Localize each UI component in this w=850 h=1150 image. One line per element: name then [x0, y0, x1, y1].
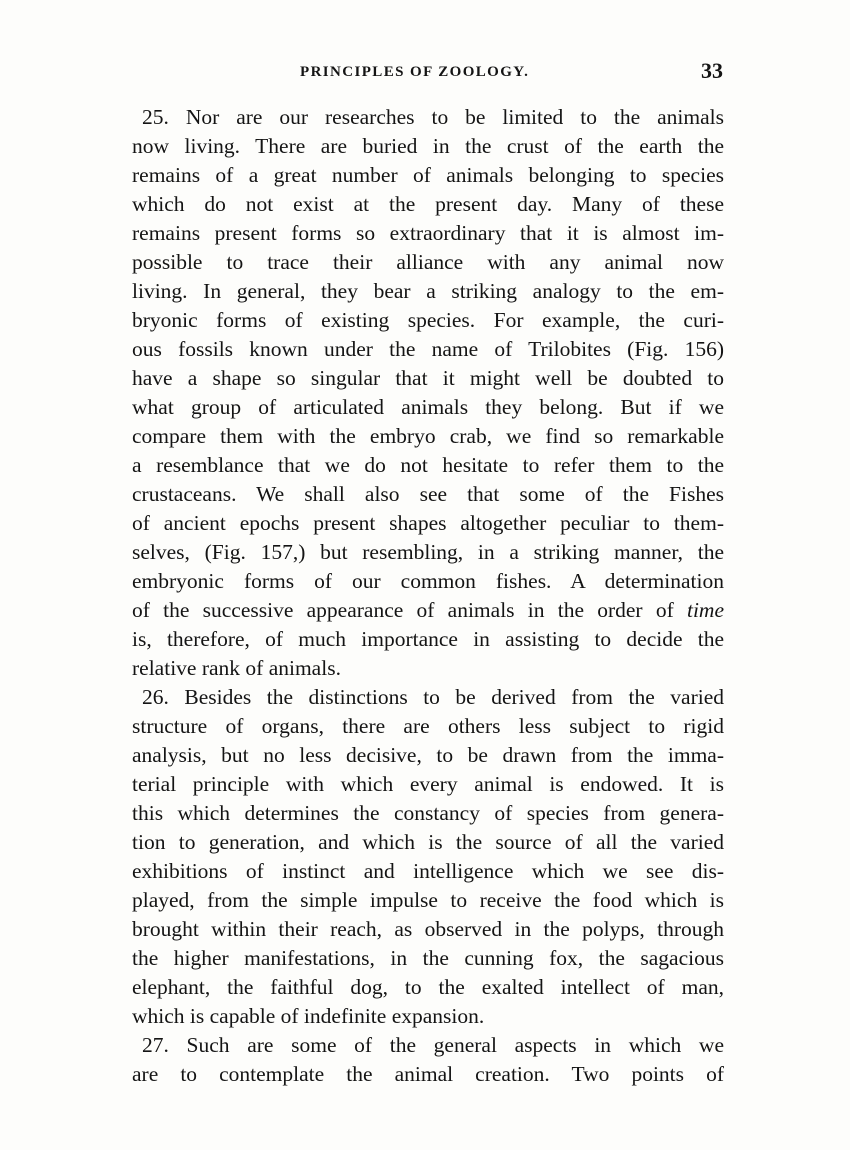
text-line: what group of articulated animals they belong. But if we [132, 395, 724, 419]
text-line: ous fossils known under the name of Trilobites (Fig. 156) [132, 337, 724, 361]
text-line: which is capable of indefinite expansion. [132, 1004, 485, 1028]
text-line: relative rank of animals. [132, 656, 341, 680]
running-title: PRINCIPLES OF ZOOLOGY. [300, 64, 530, 80]
text-line-part: of the successive appearance of animals in the order of [132, 598, 674, 622]
running-head [132, 58, 723, 92]
text-line: are to contemplate the animal creation. Two points of [132, 1062, 724, 1086]
text-line: of ancient epochs present shapes altogether peculiar to them- [132, 511, 724, 535]
text-line: terial principle with which every animal is endowed. It is [132, 772, 724, 796]
text-line: elephant, the faithful dog, to the exalted intellect of man, [132, 975, 724, 999]
page-number: 33 [701, 58, 723, 83]
text-line: selves, (Fig. 157,) but resembling, in a striking manner, the [132, 540, 724, 564]
text-line: the higher manifestations, in the cunning fox, the sagacious [132, 946, 724, 970]
text-line: 26. Besides the distinctions to be derived from the varied [142, 685, 724, 709]
text-line: structure of organs, there are others less subject to rigid [132, 714, 724, 738]
text-line: have a shape so singular that it might well be doubted to [132, 366, 724, 390]
text-line: embryonic forms of our common fishes. A determination [132, 569, 724, 593]
text-line: which do not exist at the present day. Many of these [132, 192, 724, 216]
body-text [132, 103, 724, 1089]
text-line: crustaceans. We shall also see that some of the Fishes [132, 482, 724, 506]
text-line: played, from the simple impulse to receive the food which is [132, 888, 724, 912]
text-line: brought within their reach, as observed in the polyps, through [132, 917, 724, 941]
text-line: possible to trace their alliance with any animal now [132, 250, 724, 274]
text-line: bryonic forms of existing species. For example, the curi- [132, 308, 724, 332]
text-line: 27. Such are some of the general aspects in which we [142, 1033, 724, 1057]
text-line: this which determines the constancy of species from genera- [132, 801, 724, 825]
text-line: remains of a great number of animals belonging to species [132, 163, 724, 187]
text-line: is, therefore, of much importance in assisting to decide the [132, 627, 724, 651]
text-line: remains present forms so extraordinary that it is almost im- [132, 221, 724, 245]
text-line: now living. There are buried in the crust of the earth the [132, 134, 724, 158]
text-line [132, 596, 724, 625]
text-line: living. In general, they bear a striking analogy to the em- [132, 279, 724, 303]
italic-word: time [686, 598, 724, 622]
text-line: 25. Nor are our researches to be limited to the animals [142, 105, 724, 129]
text-line: compare them with the embryo crab, we find so remarkable [132, 424, 724, 448]
text-line: tion to generation, and which is the source of all the varied [132, 830, 724, 854]
text-line: exhibitions of instinct and intelligence which we see dis- [132, 859, 724, 883]
text-line: analysis, but no less decisive, to be drawn from the imma- [132, 743, 724, 767]
text-line: a resemblance that we do not hesitate to refer them to the [132, 453, 724, 477]
